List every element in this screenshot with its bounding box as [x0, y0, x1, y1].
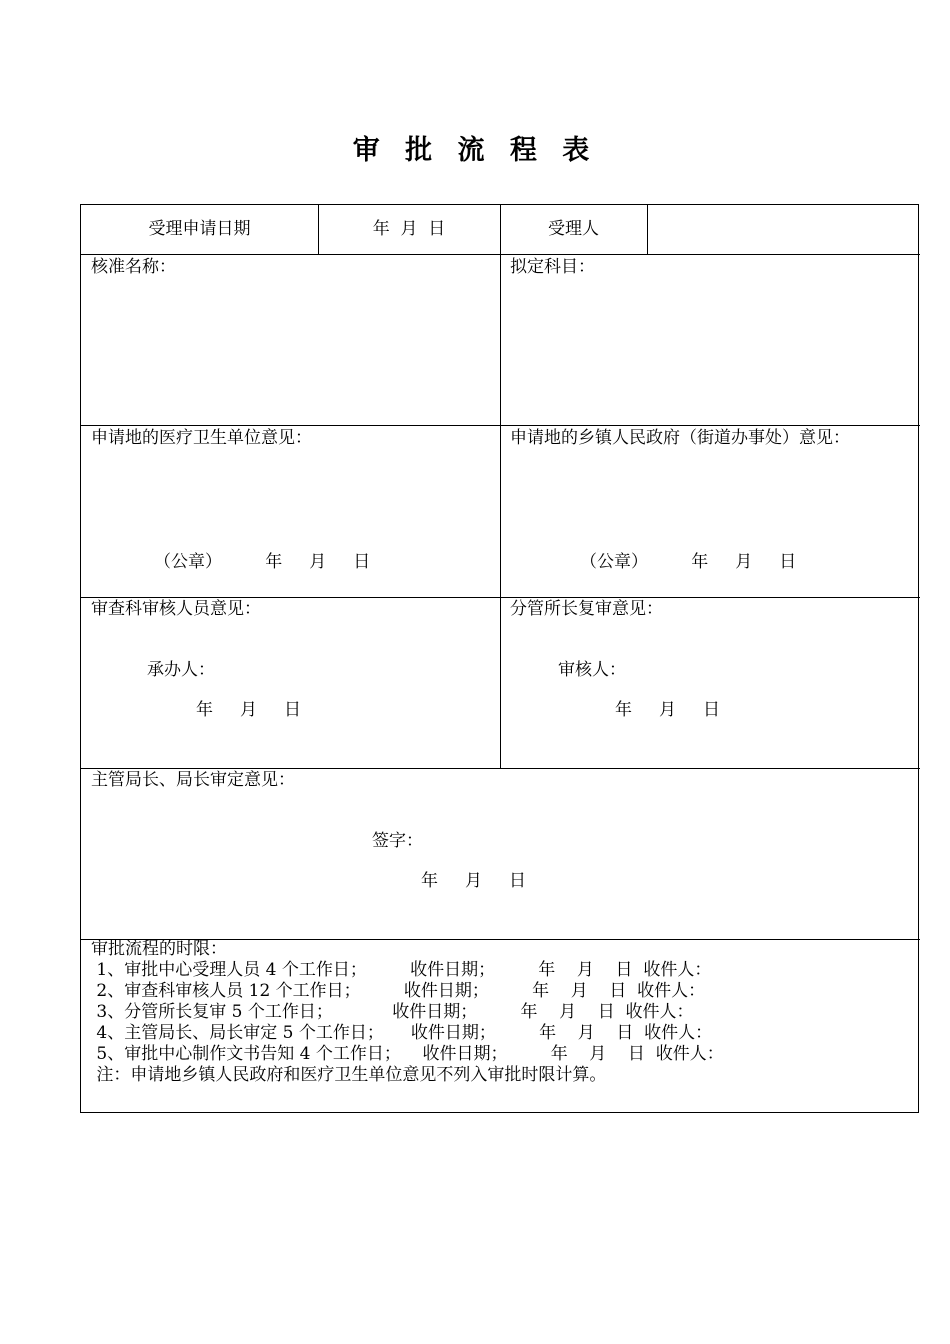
approval-time-limits: [91, 939, 724, 1086]
accept-date-label: 受理申请日期: [148, 219, 251, 239]
director-opinion-label: 主管局长、局长审定意见：: [91, 770, 295, 790]
time-limit-item: 5、审批中心制作文书告知 4 个工作日； 收件日期； 年 月 日 收件人：: [91, 1044, 724, 1064]
seal-date-right: （公章） 年 月 日: [580, 552, 797, 572]
time-limit-item: 3、分管所长复审 5 个工作日； 收件日期； 年 月 日 收件人：: [91, 1002, 694, 1022]
checker-label: 审核人：: [558, 660, 626, 680]
reviewer-opinion-label: 审查科审核人员意见：: [91, 599, 261, 619]
time-limits-heading: 审批流程的时限：: [91, 939, 227, 959]
approval-form: [80, 204, 919, 1113]
sign-label: 签字：: [372, 831, 423, 851]
col-divider: [500, 205, 501, 768]
proposed-subject-label: 拟定科目：: [510, 257, 595, 277]
approved-name-label: 核准名称：: [91, 257, 176, 277]
director-date: 年 月 日: [421, 871, 527, 891]
time-limit-note: 注：申请地乡镇人民政府和医疗卫生单位意见不列入审批时限计算。: [91, 1065, 607, 1085]
time-limit-item: 1、审批中心受理人员 4 个工作日； 收件日期； 年 月 日 收件人：: [91, 960, 712, 980]
time-limit-item: 4、主管局长、局长审定 5 个工作日； 收件日期； 年 月 日 收件人：: [91, 1023, 713, 1043]
town-government-opinion-label: 申请地的乡镇人民政府（街道办事处）意见：: [510, 428, 850, 448]
handler-label: 承办人：: [147, 660, 215, 680]
time-limit-item: 2、审查科审核人员 12 个工作日； 收件日期； 年 月 日 收件人：: [91, 981, 706, 1001]
checker-date: 年 月 日: [615, 700, 721, 720]
col-divider: [647, 205, 648, 254]
page-title: 审 批 流 程 表: [352, 135, 598, 166]
seal-date-left: （公章） 年 月 日: [154, 552, 371, 572]
row-divider: [81, 768, 920, 769]
receiver-field[interactable]: [653, 219, 913, 240]
accept-date-field[interactable]: 年 月 日: [372, 219, 446, 239]
medical-unit-opinion-label: 申请地的医疗卫生单位意见：: [91, 428, 312, 448]
deputy-opinion-label: 分管所长复审意见：: [510, 599, 663, 619]
receiver-label: 受理人: [548, 219, 599, 239]
handler-date: 年 月 日: [196, 700, 302, 720]
